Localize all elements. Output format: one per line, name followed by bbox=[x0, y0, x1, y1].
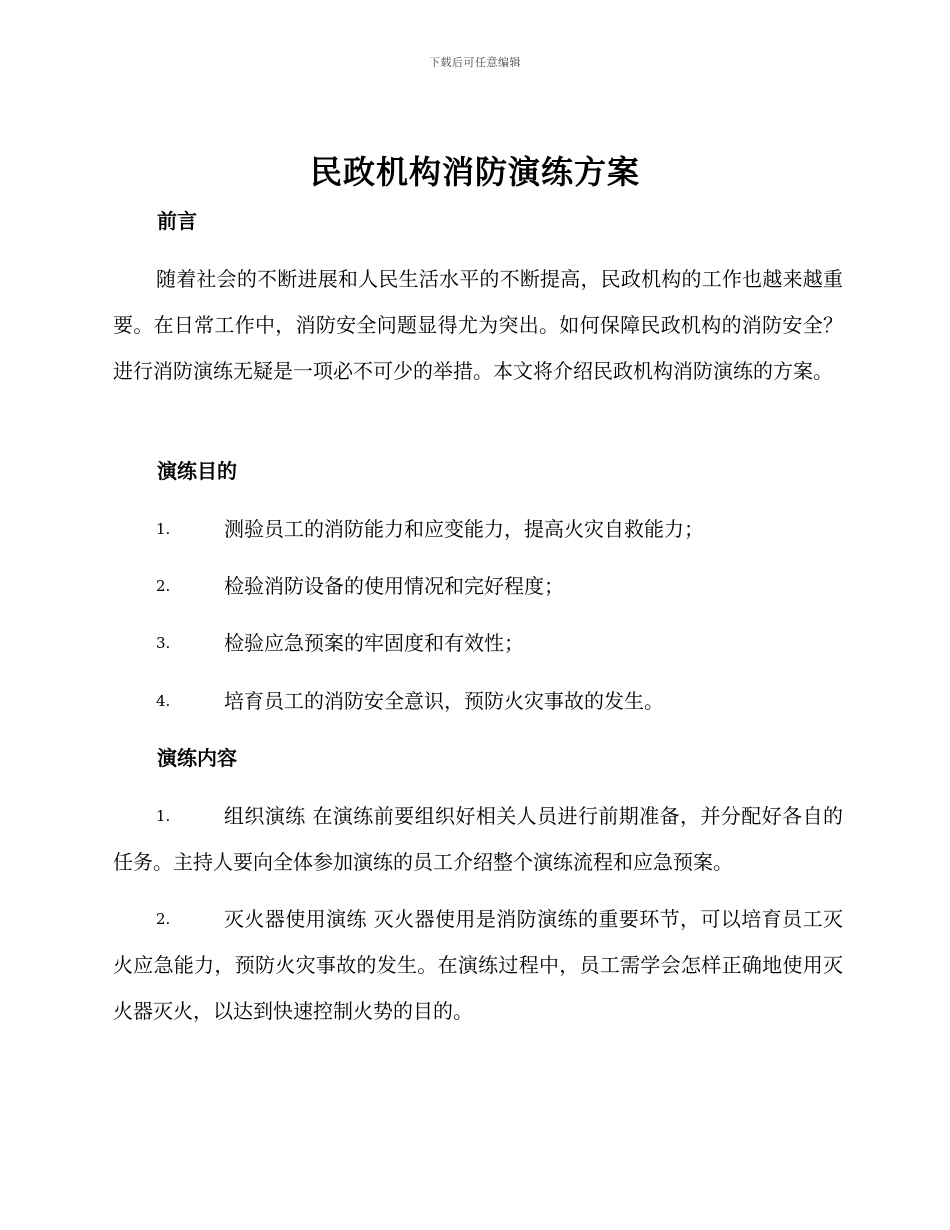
section-heading-preface: 前言 bbox=[157, 209, 197, 233]
list-item-number: 1. bbox=[156, 807, 171, 825]
list-item-text: 灭火器使用演练 灭火器使用是消防演练的重要环节，可以培育员工灭火应急能力，预防火灾事故的发生。在演练过程中，员工需学会怎样正确地使用灭火器灭火，以达到快速控制火势的目的。 bbox=[113, 907, 843, 1023]
document-title: 民政机构消防演练方案 bbox=[309, 153, 640, 191]
list-item-number: 2. bbox=[156, 577, 171, 595]
list-item bbox=[113, 678, 843, 724]
list-item-text: 培育员工的消防安全意识，预防火灾事故的发生。 bbox=[224, 689, 664, 713]
list-item bbox=[113, 793, 843, 885]
section-heading-content: 演练内容 bbox=[157, 746, 237, 770]
list-item-text: 检验消防设备的使用情况和完好程度； bbox=[224, 574, 564, 598]
list-item-number: 3. bbox=[156, 634, 171, 652]
list-item-number: 2. bbox=[156, 910, 171, 928]
list-item-number: 1. bbox=[156, 520, 171, 538]
list-item bbox=[113, 896, 843, 1034]
preface-paragraph: 随着社会的不断进展和人民生活水平的不断提高，民政机构的工作也越来越重要。在日常工作中，消防安全问题显得尤为突出。如何保障民政机构的消防安全？进行消防演练无疑是一项必不可少的举措。本文将介绍民政机构消防演练的方案。 bbox=[113, 267, 843, 383]
list-item-text: 组织演练 在演练前要组织好相关人员进行前期准备，并分配好各自的任务。主持人要向全体参加演练的员工介绍整个演练流程和应急预案。 bbox=[113, 804, 843, 874]
list-item-number: 4. bbox=[156, 692, 171, 710]
section-heading-purpose: 演练目的 bbox=[157, 459, 237, 483]
list-item bbox=[113, 563, 843, 609]
list-item-text: 检验应急预案的牢固度和有效性； bbox=[224, 631, 524, 655]
list-item bbox=[113, 620, 843, 666]
list-item bbox=[113, 506, 843, 552]
header-note: 下载后可任意编辑 bbox=[429, 56, 521, 69]
list-item-text: 测验员工的消防能力和应变能力，提高火灾自救能力； bbox=[224, 517, 704, 541]
